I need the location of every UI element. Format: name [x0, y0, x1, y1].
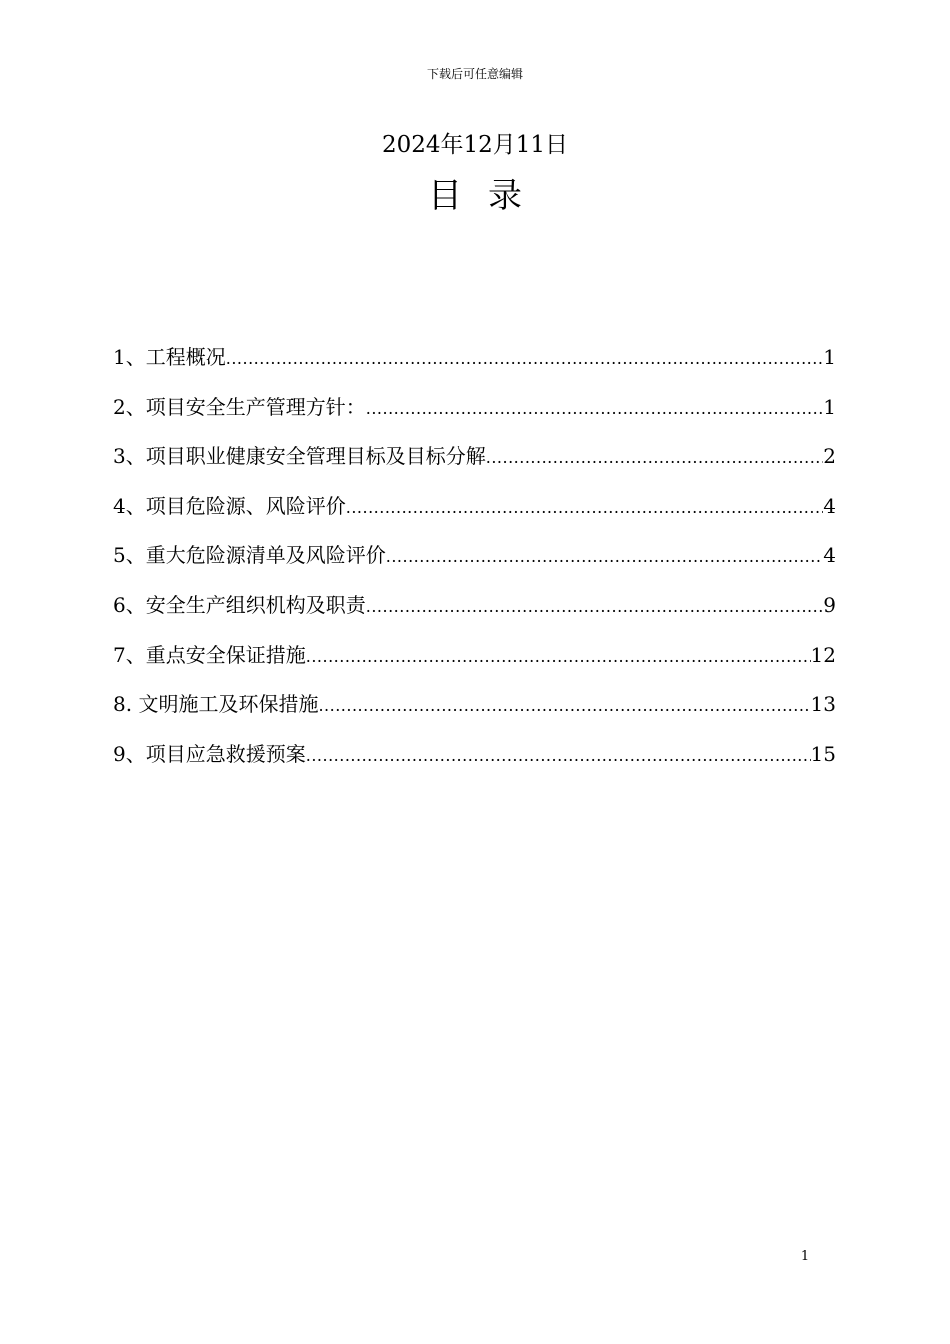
toc-entry-4[interactable]	[113, 489, 836, 539]
toc-entry-page: 12	[810, 642, 836, 667]
toc-entry-1[interactable]	[113, 340, 836, 390]
toc-dot-leader	[486, 441, 824, 475]
toc-entry-2[interactable]	[113, 390, 836, 440]
toc-title: 目录	[428, 176, 548, 216]
toc-entry-label: 4、项目危险源、风险评价	[113, 493, 346, 518]
toc-entry-5[interactable]	[113, 538, 836, 588]
toc-entry-8[interactable]	[113, 687, 836, 737]
toc-entry-label: 2、项目安全生产管理方针：	[113, 394, 366, 419]
toc-dot-leader	[226, 342, 824, 376]
toc-entry-label: 7、重点安全保证措施	[113, 642, 306, 667]
toc-dot-leader	[386, 540, 824, 574]
toc-dot-leader	[318, 689, 810, 723]
toc-entry-3[interactable]	[113, 439, 836, 489]
toc-entry-page: 4	[823, 543, 836, 568]
toc-entry-label: 5、重大危险源清单及风险评价	[113, 543, 386, 568]
toc-dot-leader	[366, 392, 824, 426]
toc-dot-leader	[306, 640, 811, 674]
toc-entry-page: 4	[823, 493, 836, 518]
header-note: 下载后可任意编辑	[426, 67, 523, 81]
toc-entry-label: 3、项目职业健康安全管理目标及目标分解	[113, 444, 486, 469]
toc-entry-page: 1	[823, 345, 836, 369]
page-number: 1	[800, 1249, 810, 1264]
toc-entry-page: 13	[810, 692, 836, 717]
toc-entry-label: 9、项目应急救援预案	[113, 741, 306, 766]
toc-entry-label: 1、工程概况	[113, 345, 226, 369]
toc-dot-leader	[306, 739, 811, 773]
toc-entry-page: 15	[810, 741, 836, 766]
toc-entry-7[interactable]	[113, 638, 836, 688]
toc-entry-label: 6、安全生产组织机构及职责	[113, 592, 366, 617]
toc-dot-leader	[346, 491, 824, 525]
toc-entry-6[interactable]	[113, 588, 836, 638]
table-of-contents	[113, 340, 836, 786]
toc-entry-page: 1	[823, 394, 836, 419]
toc-entry-page: 9	[823, 592, 836, 617]
toc-entry-page: 2	[823, 444, 836, 469]
toc-entry-9[interactable]	[113, 737, 836, 787]
document-date: 2024年12月11日	[381, 132, 569, 158]
toc-entry-label: 8. 文明施工及环保措施	[113, 692, 319, 717]
toc-dot-leader	[366, 590, 824, 624]
